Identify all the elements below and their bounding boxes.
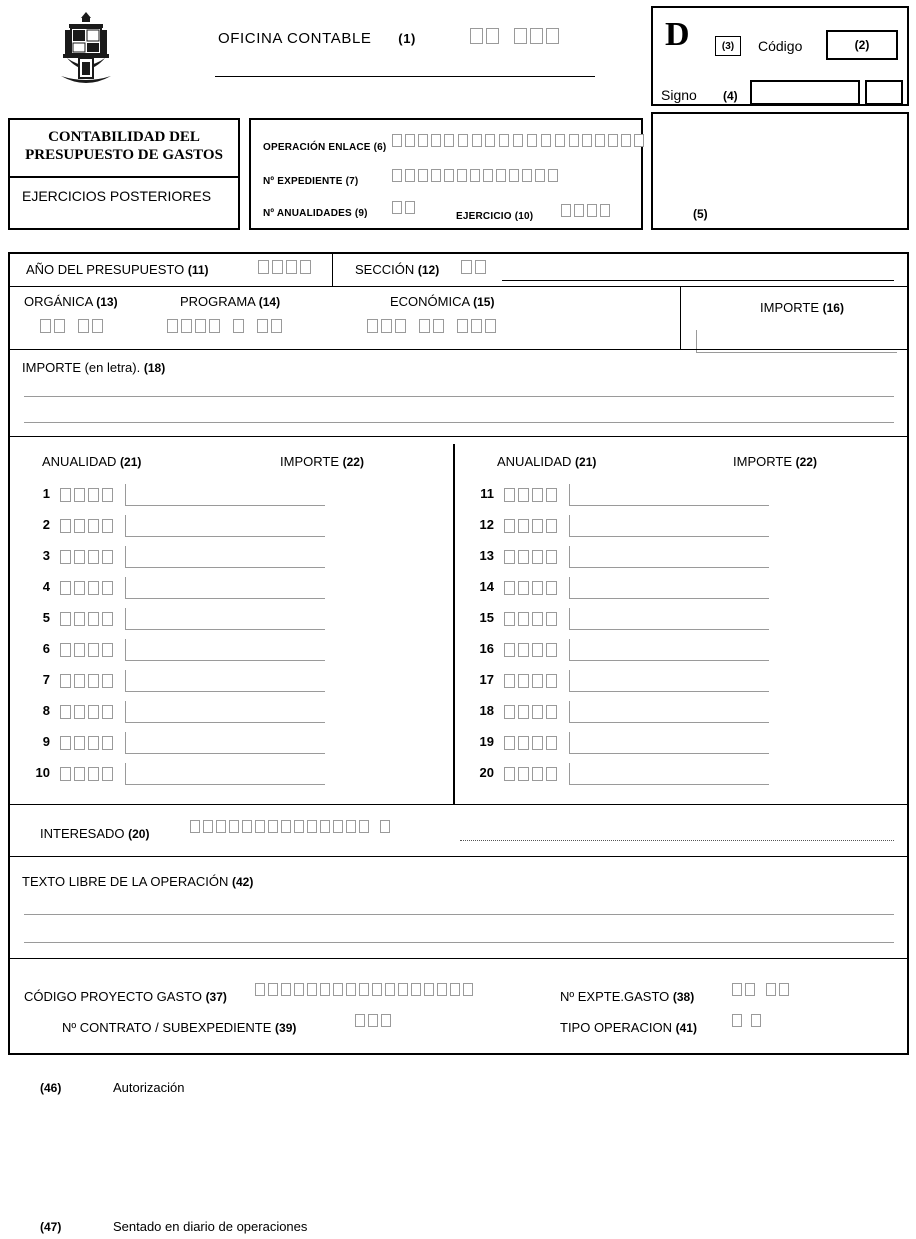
- annuity-row: [28, 763, 325, 785]
- codigo-proyecto-label: [24, 989, 227, 1004]
- oficina-contable-label: [218, 30, 416, 47]
- divider-row2: [10, 349, 907, 350]
- contabilidad-divider: [10, 176, 238, 178]
- codigo-input[interactable]: (2): [826, 30, 898, 60]
- expediente-label: Nº EXPEDIENTE: [263, 176, 343, 187]
- oficina-contable-text: OFICINA CONTABLE: [218, 30, 372, 47]
- field-number-21-right: (21): [575, 455, 597, 469]
- annuity-amount-input[interactable]: [125, 515, 325, 537]
- annuity-row: [472, 546, 769, 568]
- annuity-year-input[interactable]: [504, 705, 557, 719]
- anualidad-right-header: [497, 454, 596, 469]
- contabilidad-line3: EJERCICIOS POSTERIORES: [22, 188, 212, 204]
- field-number-15: (15): [473, 295, 495, 309]
- box-5-area[interactable]: [651, 112, 909, 230]
- annuity-amount-input[interactable]: [125, 484, 325, 506]
- annuity-row-number: 12: [479, 517, 494, 533]
- operacion-box: [249, 118, 643, 230]
- document-type-box: [651, 6, 909, 106]
- interesado-text: INTERESADO: [40, 826, 125, 841]
- importe-16-text: IMPORTE: [760, 300, 819, 315]
- annuity-row-number: 6: [42, 641, 50, 657]
- annuity-row: [28, 670, 325, 692]
- annuity-row-number: 17: [479, 672, 494, 688]
- annuity-row-number: 5: [42, 610, 50, 626]
- annuity-row: [28, 608, 325, 630]
- annuity-row: [472, 577, 769, 599]
- sentado-label: Sentado en diario de operaciones: [112, 1219, 308, 1234]
- annuity-row-number: 9: [42, 734, 50, 750]
- annuity-amount-input[interactable]: [569, 546, 769, 568]
- importe-right-header: [733, 454, 817, 469]
- main-form-frame: [8, 252, 909, 1055]
- annuity-year-input[interactable]: [504, 767, 557, 781]
- divider-vertical-annuities: [453, 444, 455, 804]
- field-number-39: (39): [275, 1021, 297, 1035]
- field-number-11: (11): [187, 263, 209, 277]
- annuity-row: [472, 732, 769, 754]
- annuity-year-input[interactable]: [60, 612, 113, 626]
- economica-label: [390, 294, 494, 309]
- annuity-year-input[interactable]: [60, 736, 113, 750]
- annuity-row-number: 19: [479, 734, 494, 750]
- annuity-row: [28, 577, 325, 599]
- texto-libre-line-2[interactable]: [24, 942, 894, 943]
- annuity-year-input[interactable]: [504, 674, 557, 688]
- annuity-year-input[interactable]: [504, 581, 557, 595]
- anio-text: AÑO DEL PRESUPUESTO: [26, 262, 185, 277]
- importe-letra-line-1[interactable]: [24, 396, 894, 397]
- divider-interesado: [10, 856, 907, 857]
- annuity-row: [28, 515, 325, 537]
- interesado-input[interactable]: [190, 820, 390, 833]
- organica-label: [24, 294, 118, 309]
- annuity-row-number: 15: [479, 610, 494, 626]
- importe-left-text: IMPORTE: [280, 454, 339, 469]
- ejercicio-label: EJERCICIO: [456, 211, 512, 222]
- texto-libre-line-1[interactable]: [24, 914, 894, 915]
- annuity-row-number: 1: [42, 486, 50, 502]
- tipo-operacion-label: [560, 1020, 697, 1035]
- seccion-input[interactable]: [461, 260, 486, 274]
- tipo-operacion-input[interactable]: [732, 1014, 761, 1027]
- texto-libre-text: TEXTO LIBRE DE LA OPERACIÓN: [22, 874, 229, 889]
- annuity-row-number: 2: [42, 517, 50, 533]
- anualidades-input[interactable]: [392, 201, 415, 214]
- operacion-enlace-label: OPERACIÓN ENLACE: [263, 142, 371, 153]
- annuity-row-number: 8: [42, 703, 50, 719]
- texto-libre-label: [22, 874, 253, 889]
- organica-text: ORGÁNICA: [24, 294, 93, 309]
- operacion-enlace-input[interactable]: [392, 134, 644, 148]
- field-number-21-left: (21): [120, 455, 142, 469]
- seccion-label: [355, 262, 439, 277]
- divider-vertical-importe: [680, 286, 681, 349]
- programa-input[interactable]: [167, 319, 282, 333]
- field-number-6: (6): [373, 142, 387, 153]
- annuity-year-input[interactable]: [60, 581, 113, 595]
- annuity-amount-input[interactable]: [125, 732, 325, 754]
- codigo-label: Código: [758, 38, 803, 54]
- annuity-amount-input[interactable]: [569, 701, 769, 723]
- annuity-amount-input[interactable]: [569, 484, 769, 506]
- divider-row1: [10, 286, 907, 287]
- field-number-13: (13): [96, 295, 118, 309]
- annuity-year-input[interactable]: [504, 612, 557, 626]
- annuity-amount-input[interactable]: [569, 608, 769, 630]
- contabilidad-line2: PRESUPUESTO DE GASTOS: [25, 147, 223, 163]
- signo-label: Signo: [661, 87, 697, 103]
- divider-row3: [10, 436, 907, 437]
- tipo-operacion-text: TIPO OPERACION: [560, 1020, 672, 1035]
- annuity-row-number: 11: [480, 486, 494, 502]
- oficina-contable-rule: [215, 76, 595, 77]
- annuity-amount-input[interactable]: [125, 608, 325, 630]
- autorizacion-row: [40, 1080, 185, 1095]
- annuity-row-number: 20: [479, 765, 494, 781]
- ejercicio-input[interactable]: [561, 204, 610, 217]
- importe-left-header: [280, 454, 364, 469]
- annuity-year-input[interactable]: [504, 488, 557, 502]
- anio-presupuesto-label: [26, 262, 209, 277]
- field-number-37: (37): [205, 990, 227, 1004]
- expte-gasto-text: Nº EXPTE.GASTO: [560, 989, 670, 1004]
- annuity-row: [472, 701, 769, 723]
- annuity-amount-input[interactable]: [569, 732, 769, 754]
- annuity-row-number: 16: [479, 641, 494, 657]
- contabilidad-line1: CONTABILIDAD DEL: [48, 129, 200, 145]
- field-number-7: (7): [345, 176, 359, 187]
- annuity-amount-input[interactable]: [569, 639, 769, 661]
- anualidades-label: Nº ANUALIDADES: [263, 208, 352, 219]
- annuity-year-input[interactable]: [60, 705, 113, 719]
- anualidad-left-header: [42, 454, 141, 469]
- anualidad-left-text: ANUALIDAD: [42, 454, 117, 469]
- contrato-label: [62, 1020, 296, 1035]
- field-number-4: (4): [723, 89, 738, 103]
- annuity-row: [472, 608, 769, 630]
- annuity-row-number: 18: [479, 703, 494, 719]
- annuity-amount-input[interactable]: [125, 701, 325, 723]
- annuity-amount-input[interactable]: [569, 763, 769, 785]
- oficina-contable-input[interactable]: [470, 28, 559, 44]
- annuity-row: [28, 732, 325, 754]
- seccion-text: SECCIÓN: [355, 262, 415, 277]
- annuity-row-number: 10: [35, 765, 50, 781]
- field-number-41: (41): [675, 1021, 697, 1035]
- annuity-row-number: 14: [479, 579, 494, 595]
- annuity-year-input[interactable]: [504, 519, 557, 533]
- annuity-amount-input[interactable]: [569, 577, 769, 599]
- field-number-47: (47): [40, 1220, 62, 1234]
- annuity-amount-input[interactable]: [125, 577, 325, 599]
- interesado-label: [40, 826, 149, 841]
- field-number-16: (16): [822, 301, 844, 315]
- expte-gasto-input[interactable]: [732, 983, 789, 996]
- autorizacion-label: Autorización: [112, 1080, 185, 1095]
- field-number-46: (46): [40, 1081, 62, 1095]
- anio-presupuesto-input[interactable]: [258, 260, 311, 274]
- field-number-22-left: (22): [342, 455, 364, 469]
- economica-text: ECONÓMICA: [390, 294, 470, 309]
- annuity-year-input[interactable]: [504, 550, 557, 564]
- programa-text: PROGRAMA: [180, 294, 256, 309]
- annuity-row-number: 7: [42, 672, 50, 688]
- interesado-dotted-line[interactable]: [460, 840, 894, 841]
- signo-input-secondary[interactable]: [865, 80, 903, 105]
- importe-16-label: [760, 300, 844, 315]
- contrato-text: Nº CONTRATO / SUBEXPEDIENTE: [62, 1020, 272, 1035]
- importe-right-text: IMPORTE: [733, 454, 792, 469]
- annuity-year-input[interactable]: [60, 767, 113, 781]
- signo-input[interactable]: [750, 80, 860, 105]
- divider-annuities-bottom: [10, 804, 907, 805]
- field-number-12: (12): [417, 263, 440, 277]
- annuity-amount-input[interactable]: [125, 763, 325, 785]
- annuity-year-input[interactable]: [60, 550, 113, 564]
- annuity-year-input[interactable]: [60, 488, 113, 502]
- anualidad-right-text: ANUALIDAD: [497, 454, 572, 469]
- annuity-row: [28, 701, 325, 723]
- annuity-amount-input[interactable]: [125, 639, 325, 661]
- coat-of-arms-icon: [55, 10, 117, 86]
- divider-texto-libre: [10, 958, 907, 959]
- annuity-amount-input[interactable]: [125, 546, 325, 568]
- field-number-22-right: (22): [795, 455, 817, 469]
- field-number-20: (20): [128, 827, 150, 841]
- codigo-proyecto-text: CÓDIGO PROYECTO GASTO: [24, 989, 202, 1004]
- annuity-year-input[interactable]: [60, 674, 113, 688]
- annuity-row-number: 4: [42, 579, 50, 595]
- annuity-row: [28, 484, 325, 506]
- sentado-row: [40, 1219, 307, 1234]
- annuity-row: [472, 515, 769, 537]
- annuity-row: [472, 484, 769, 506]
- field-number-9: (9): [354, 208, 368, 219]
- contrato-input[interactable]: [355, 1014, 391, 1027]
- field-number-5: (5): [693, 207, 708, 221]
- programa-label: [180, 294, 280, 309]
- annuity-amount-input[interactable]: [569, 670, 769, 692]
- field-number-1: (1): [398, 31, 416, 46]
- annuity-row: [28, 546, 325, 568]
- seccion-rule: [502, 280, 894, 281]
- annuity-row: [28, 639, 325, 661]
- importe-letra-text: IMPORTE (en letra).: [22, 360, 141, 375]
- annuity-row-number: 3: [42, 548, 50, 564]
- annuity-row: [472, 670, 769, 692]
- annuity-year-input[interactable]: [504, 643, 557, 657]
- codigo-proyecto-input[interactable]: [255, 983, 473, 996]
- annuity-year-input[interactable]: [60, 519, 113, 533]
- annuity-amount-input[interactable]: [569, 515, 769, 537]
- field-number-10: (10): [514, 211, 534, 222]
- annuity-year-input[interactable]: [60, 643, 113, 657]
- organica-input[interactable]: [40, 319, 103, 333]
- annuity-row-number: 13: [479, 548, 494, 564]
- importe-letra-label: [22, 360, 165, 375]
- field-number-3: (3): [715, 36, 741, 56]
- field-number-42: (42): [232, 875, 254, 889]
- annuity-amount-input[interactable]: [125, 670, 325, 692]
- annuity-row: [472, 763, 769, 785]
- expediente-input[interactable]: [392, 169, 558, 182]
- field-number-38: (38): [672, 990, 695, 1004]
- economica-input[interactable]: [367, 319, 496, 333]
- importe-letra-line-2[interactable]: [24, 422, 894, 423]
- contabilidad-box: [8, 118, 240, 230]
- expte-gasto-label: [560, 989, 694, 1004]
- field-number-14: (14): [258, 295, 281, 309]
- field-number-18: (18): [143, 361, 166, 375]
- document-type-letter: D: [665, 16, 690, 53]
- annuity-year-input[interactable]: [504, 736, 557, 750]
- annuity-row: [472, 639, 769, 661]
- divider-vertical-seccion: [332, 254, 333, 286]
